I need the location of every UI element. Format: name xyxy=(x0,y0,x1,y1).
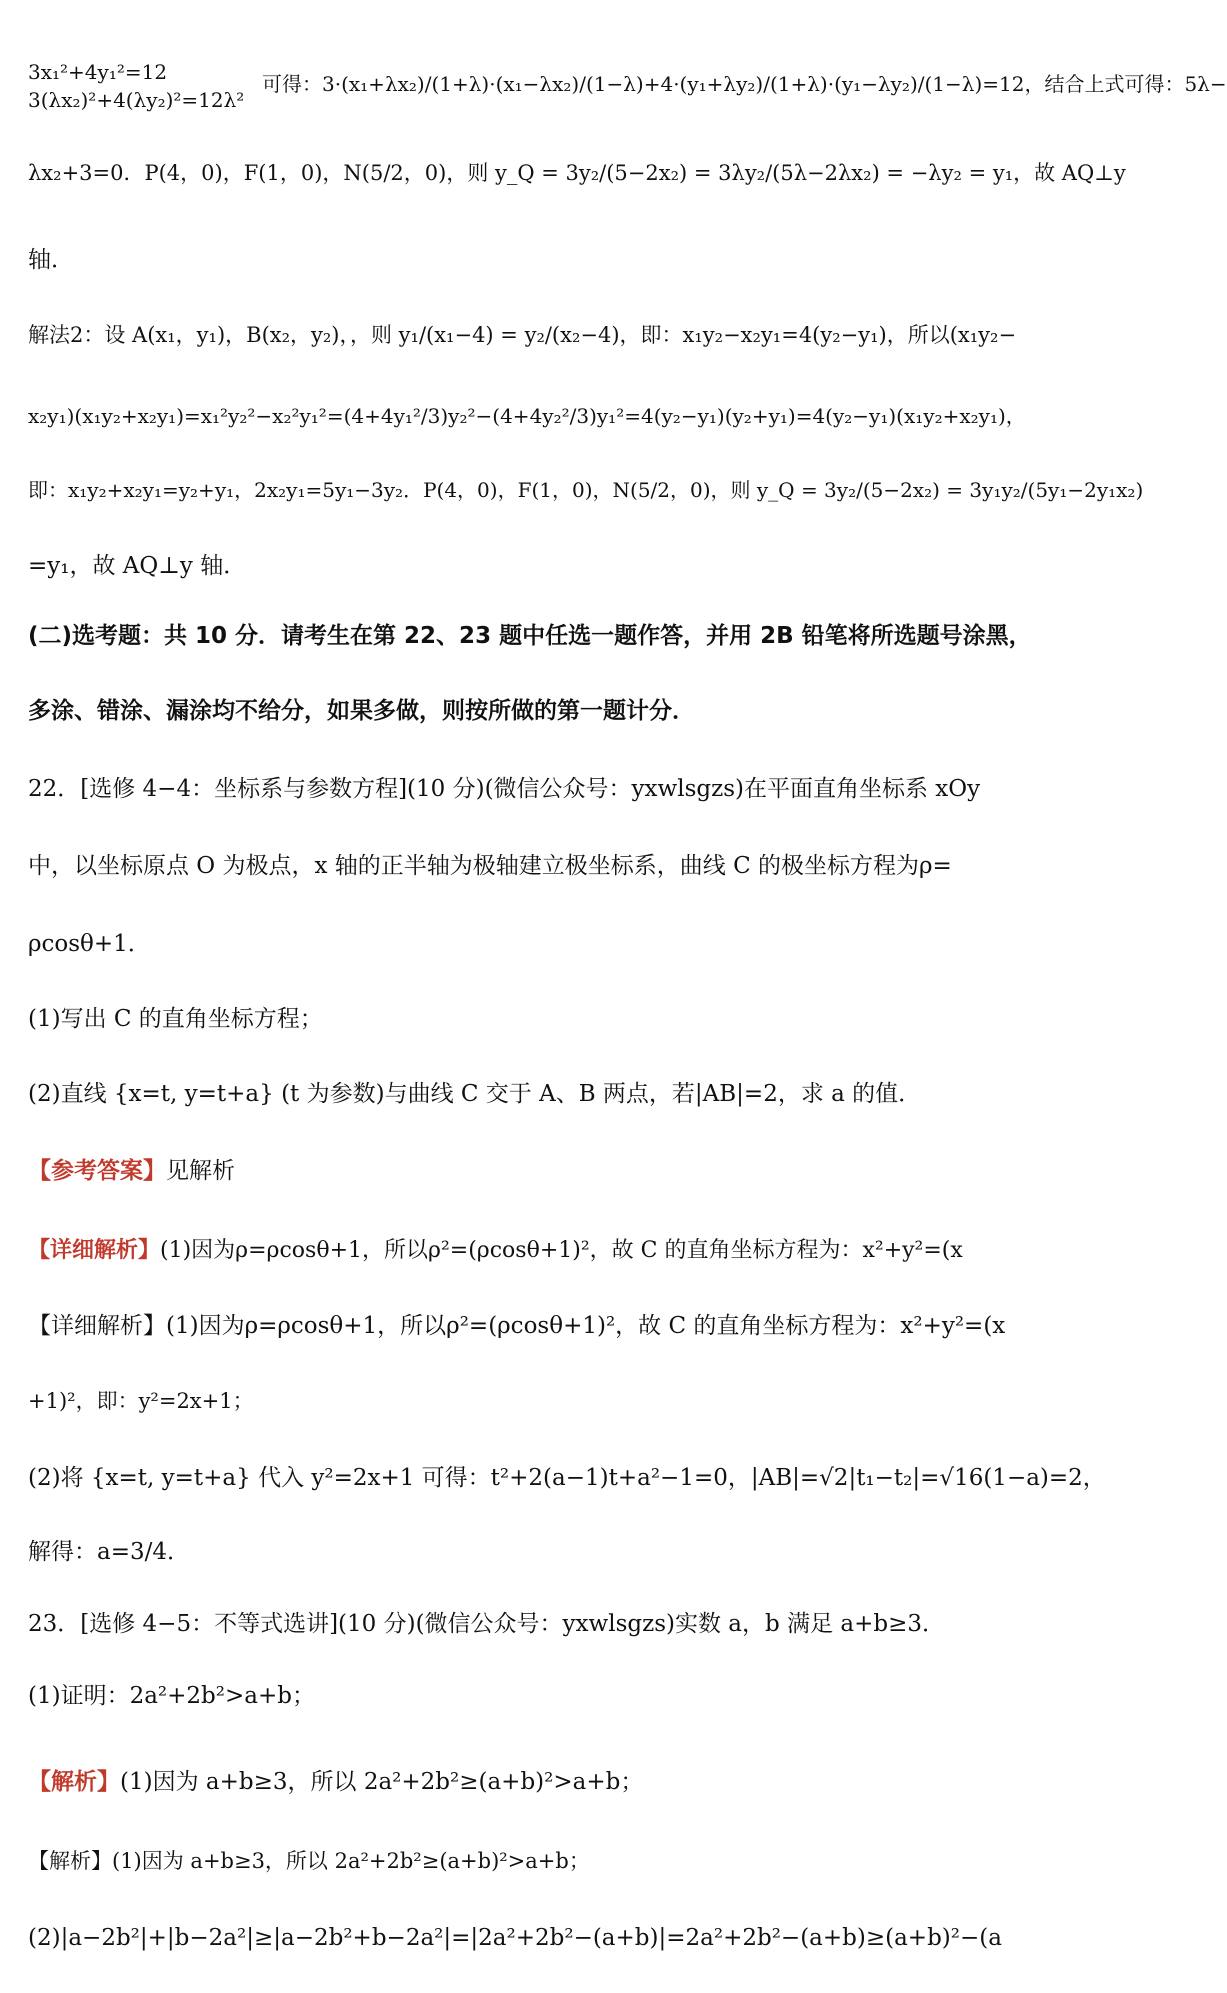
question-23-part-1: 23．[选修 4−5：不等式选讲](10 分)(微信公众号：yxwlsgzs)实数 a，b 满足 a+b≥3． xyxy=(28,1611,945,1637)
analysis-text: (1)因为 a+b≥3，所以 2a²+2b²≥(a+b)²>a+b； xyxy=(120,1769,644,1795)
detailed-solution-line-2: 【详细解析】(1)因为ρ=ρcosθ+1，所以ρ²=(ρcosθ+1)²，故 C 的直角坐标方程为：x²+y²=(x xyxy=(28,1313,1006,1339)
text-line-2: λx₂+3=0．P(4，0)，F(1，0)，N(5/2，0)，则 y_Q = 3y₂/(5−2x₂) = 3λy₂/(5λ−2λx₂) = −λy₂ = y₁，故 AQ⊥y xyxy=(28,161,1126,185)
detailed-solution-line-4: (2)将 {x=t, y=t+a} 代入 y²=2x+1 可得：t²+2(a−1)t+a²−1=0，|AB|=√2|t₁−t₂|=√16(1−a)=2， xyxy=(28,1465,1106,1491)
section-heading-2: 多涂、错涂、漏涂均不给分，如果多做，则按所做的第一题计分． xyxy=(28,698,695,724)
eq-line-1b: 3(λx₂)²+4(λy₂)²=12λ² xyxy=(28,88,245,112)
reference-answer-text: 见解析 xyxy=(166,1158,235,1184)
question-22-line-2: 中，以坐标原点 O 为极点，x 轴的正半轴为极轴建立极坐标系，曲线 C 的极坐标方程为ρ= xyxy=(28,853,952,879)
question-23-part-2: (1)证明：2a²+2b²>a+b； xyxy=(28,1683,315,1709)
analysis-line-2: 【解析】(1)因为 a+b≥3，所以 2a²+2b²≥(a+b)²>a+b； xyxy=(28,1849,590,1873)
detailed-solution-label: 【详细解析】 xyxy=(28,1238,161,1263)
detailed-solution-line-3: +1)²，即：y²=2x+1； xyxy=(28,1389,254,1413)
question-22-part-1: (1)写出 C 的直角坐标方程； xyxy=(28,1006,323,1032)
analysis-line-3: (2)|a−2b²|+|b−2a²|≥|a−2b²+b−2a²|=|2a²+2b²−(a+b)|=2a²+2b²−(a+b)≥(a+b)²−(a xyxy=(28,1925,1002,1951)
section-heading-1: (二)选考题：共 10 分．请考生在第 22、23 题中任选一题作答，并用 2B 铅笔将所选题号涂黑， xyxy=(28,623,1032,649)
detailed-solution-text: (1)因为ρ=ρcosθ+1，所以ρ²=(ρcosθ+1)²，故 C 的直角坐标方程为：x²+y²=(x xyxy=(160,1238,963,1263)
text-line-4: 解法2：设 A(x₁，y₁)，B(x₂，y₂)，，则 y₁/(x₁−4) = y₂/(x₂−4)，即：x₁y₂−x₂y₁=4(y₂−y₁)，所以(x₁y₂− xyxy=(28,323,1017,347)
text-line-7: =y₁，故 AQ⊥y 轴． xyxy=(28,553,247,579)
question-22-line-1: 22．[选修 4−4：坐标系与参数方程](10 分)(微信公众号：yxwlsgzs)在平面直角坐标系 xOy xyxy=(28,776,981,802)
text-line-3: 轴． xyxy=(28,247,74,273)
question-22-part-2: (2)直线 {x=t, y=t+a} (t 为参数)与曲线 C 交于 A、B 两点，若|AB|=2，求 a 的值． xyxy=(28,1081,922,1107)
reference-answer xyxy=(28,1157,235,1186)
reference-answer-label: 【参考答案】 xyxy=(28,1158,166,1184)
eq-line-1a: 3x₁²+4y₁²=12 xyxy=(28,60,168,84)
text-line-6: 即：x₁y₂+x₂y₁=y₂+y₁，2x₂y₁=5y₁−3y₂．P(4，0)，F(1，0)，N(5/2，0)，则 y_Q = 3y₂/(5−2x₂) = 3y₁y₂/(5y₁−2y₁x₂) xyxy=(28,478,1144,502)
analysis-line-1 xyxy=(28,1768,643,1797)
analysis-label: 【解析】 xyxy=(28,1769,120,1795)
eq-line-1c: 可得：3·(x₁+λx₂)/(1+λ)·(x₁−λx₂)/(1−λ)+4·(y₁+λy₂)/(1+λ)·(y₁−λy₂)/(1−λ)=12，结合上式可得：5λ− xyxy=(262,72,1227,96)
text-line-5: x₂y₁)(x₁y₂+x₂y₁)=x₁²y₂²−x₂²y₁²=(4+4y₁²/3)y₂²−(4+4y₂²/3)y₁²=4(y₂−y₁)(y₂+y₁)=4(y₂−y₁)(x₁y₂+x₂y₁)， xyxy=(28,404,1026,428)
question-23-line-1: 解得：a=3/4． xyxy=(28,1539,190,1565)
detailed-solution-line-1 xyxy=(28,1237,963,1265)
question-22-line-3: ρcosθ+1． xyxy=(28,931,151,957)
